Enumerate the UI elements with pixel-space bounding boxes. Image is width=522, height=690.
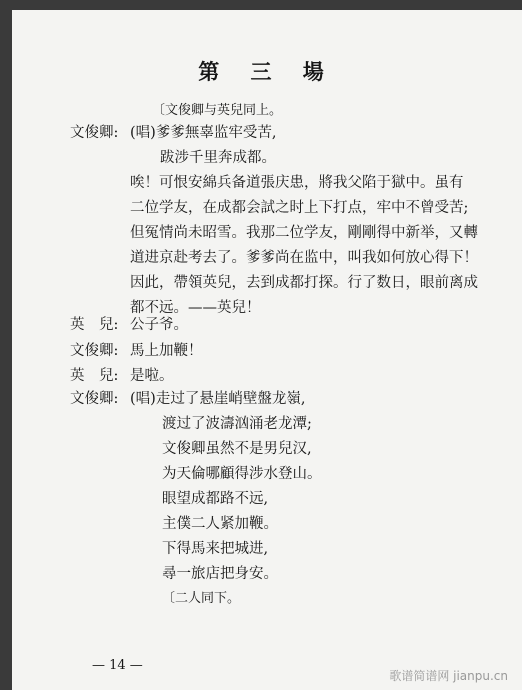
dialogue-line: 馬上加鞭！	[130, 343, 203, 359]
speaker-label: 文俊卿:	[70, 343, 119, 359]
dialogue-line: 二位学友，在成都会試之时上下打点，牢中不曾受苦;	[130, 200, 469, 216]
dialogue-line: (唱)爹爹無辜监牢受苦,	[130, 125, 277, 141]
dialogue-line: 因此，帶領英兒，去到成都打探。行了数日，眼前离成	[130, 275, 478, 291]
dialogue-line: 为天倫哪顧得涉水登山。	[162, 466, 322, 482]
dialogue-line: 公子爷。	[130, 317, 188, 333]
dialogue-line: 是啦。	[130, 368, 174, 384]
page-number: — 14 —	[92, 658, 143, 673]
dialogue-line: 下得馬来把城进,	[162, 541, 269, 557]
dialogue-line: 主僕二人紧加鞭。	[162, 516, 278, 532]
dialogue-line: 渡过了波濤汹涌老龙潭;	[162, 416, 312, 432]
speaker-label: 英 兒:	[70, 317, 119, 333]
dialogue-line: 文俊卿虽然不是男兒汉,	[162, 441, 312, 457]
speaker-label: 文俊卿:	[70, 391, 119, 407]
stage-direction: 〔二人同下。	[162, 591, 241, 606]
watermark: 歌谱简谱网 jianpu.cn	[389, 669, 508, 683]
dialogue-line: (唱)走过了悬崖峭壁盤龙嶺,	[130, 391, 306, 407]
dialogue-line: 都不远。——英兒！	[130, 300, 261, 316]
dialogue-line: 尋一旅店把身安。	[162, 566, 278, 582]
dialogue-line: 唉！可恨安綿兵备道張庆患，將我父陷于獄中。虽有	[130, 175, 464, 191]
dialogue-line: 眼望成都路不远,	[162, 491, 269, 507]
speaker-label: 英 兒:	[70, 368, 119, 384]
book-page	[12, 10, 522, 690]
speaker-label: 文俊卿:	[70, 125, 119, 141]
scene-title: 第 三 場	[198, 59, 336, 84]
dialogue-line: 但冤情尚未昭雪。我那二位学友，剛剛得中新举，又轉	[130, 225, 478, 241]
stage-direction: 〔文俊卿与英兒同上。	[152, 103, 283, 118]
dialogue-line: 道进京赴考去了。爹爹尚在监中，叫我如何放心得下！	[130, 250, 478, 266]
dialogue-line: 跋涉千里奔成都。	[160, 150, 276, 166]
